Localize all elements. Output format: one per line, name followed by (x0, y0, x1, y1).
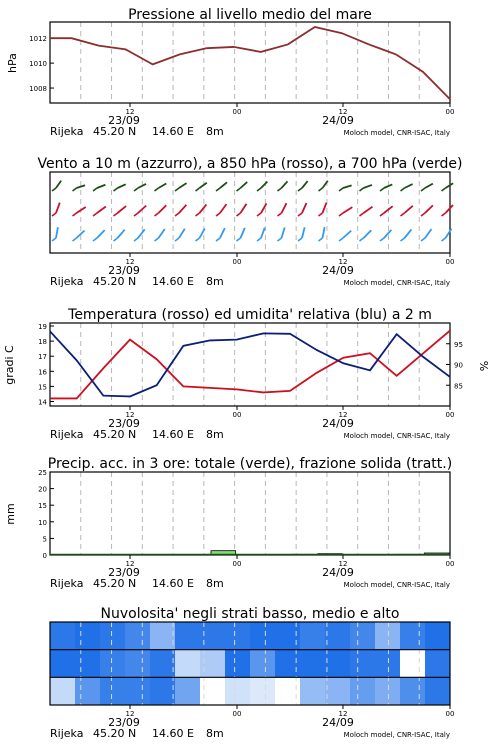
chart-title: Precip. acc. in 3 ore: totale (verde), frazione solida (tratt.) (47, 456, 453, 472)
temperature-chart (50, 323, 450, 406)
y2-tick-label: 90 (454, 361, 463, 370)
wind-barb-flag (278, 238, 282, 241)
wind-barb (261, 182, 267, 188)
wind-barb-flag (134, 238, 138, 241)
wind-barb (159, 205, 167, 213)
model-credit: Moloch model, CNR-ISAC, Italy (343, 279, 450, 287)
cloud-cell (300, 650, 326, 678)
cloud-cell (300, 677, 326, 705)
wind-barb-flag (73, 213, 77, 216)
station-name: Rijeka (50, 577, 84, 590)
station-lat: 45.20 N (93, 125, 137, 138)
wind-barb-flag (73, 188, 77, 191)
y-tick-label: 1012 (29, 35, 47, 44)
temperature-line (50, 331, 450, 399)
y2-tick-label: 95 (454, 340, 463, 349)
wind-barb-flag (298, 213, 302, 216)
wind-barb (446, 183, 454, 188)
cloud-cell (75, 650, 101, 678)
x-tick-label: 00 (232, 108, 242, 116)
cloud-cell (275, 677, 301, 705)
wind-barb (97, 230, 105, 238)
wind-barb (364, 207, 373, 213)
wind-barb (220, 182, 227, 188)
wind-barb (118, 206, 127, 213)
wind-barb (302, 227, 305, 238)
wind-barb (405, 229, 412, 238)
y-tick-label: 0 (42, 552, 47, 560)
cloud-cell (175, 622, 201, 650)
date-label: 23/09 (108, 566, 140, 579)
cloud-cell (325, 622, 351, 650)
y-axis-label: gradi C (3, 345, 16, 385)
plot-frame (50, 22, 450, 103)
chart-title: Vento a 10 m (azzurro), a 850 hPa (rosso), a 700 hPa (verde) (37, 156, 463, 172)
wind-barb (159, 184, 167, 189)
wind-barb-flag (319, 188, 323, 191)
cloud-cell (100, 650, 126, 678)
wind-barb (179, 205, 186, 213)
cloud-cell (50, 622, 76, 650)
wind-barb-flag (114, 188, 118, 191)
wind-barb (302, 203, 306, 213)
chart-title: Temperatura (rosso) ed umidita' relativa (blu) a 2 m (68, 307, 432, 323)
y-tick-label: 20 (38, 485, 47, 494)
cloud-cell (375, 622, 401, 650)
x-tick-label: 00 (445, 108, 455, 116)
wind-barb-flag (319, 238, 323, 241)
station-alt: 8m (206, 727, 224, 740)
cloud-heatmap (50, 622, 451, 705)
wind-barb-flag (257, 188, 261, 191)
wind-barb (179, 229, 185, 238)
cloud-cell (75, 677, 101, 705)
wind-barb (56, 227, 58, 238)
cloud-cell (150, 677, 176, 705)
wind-chart (50, 172, 450, 253)
wind-barb-flag (237, 188, 241, 191)
chart-title: Pressione al livello medio del mare (128, 7, 372, 23)
cloud-cell (175, 677, 201, 705)
wind-barb-flag (442, 238, 446, 241)
cloud-cell (125, 650, 151, 678)
x-tick-label: 00 (232, 560, 242, 568)
wind-barb-flag (360, 213, 364, 216)
cloud-cell (300, 622, 326, 650)
cloud-cell (275, 650, 301, 678)
x-tick-label: 12 (338, 108, 348, 116)
date-label: 23/09 (108, 114, 140, 127)
wind-barb-flag (421, 188, 425, 191)
date-label: 24/09 (322, 417, 354, 430)
x-tick-label: 00 (232, 258, 242, 266)
y-tick-label: 17 (38, 353, 47, 362)
station-lat: 45.20 N (93, 577, 137, 590)
y-tick-label: 16 (38, 368, 47, 377)
wind-barb-flag (380, 213, 384, 216)
y-axis-label: hPa (6, 53, 19, 73)
cloud-cell (425, 677, 451, 705)
cloud-cell (350, 622, 376, 650)
cloud-cell (425, 650, 451, 678)
cloud-cell (50, 677, 76, 705)
wind-barb (118, 230, 125, 238)
station-alt: 8m (206, 428, 224, 441)
wind-barb (364, 230, 372, 238)
y2-axis-label: % (478, 360, 491, 372)
cloud-cell (400, 677, 426, 705)
x-tick-label: 12 (125, 411, 135, 419)
wind-barb (159, 229, 165, 238)
cloud-cell (425, 622, 451, 650)
station-lon: 14.60 E (152, 727, 194, 740)
wind-barb (261, 228, 265, 238)
cloud-cell (400, 650, 426, 678)
station-lon: 14.60 E (152, 275, 194, 288)
date-label: 23/09 (108, 716, 140, 729)
station-name: Rijeka (50, 727, 84, 740)
wind-barb-flag (93, 238, 97, 241)
wind-barb (302, 181, 308, 188)
wind-barb-flag (196, 188, 200, 191)
wind-barb-flag (421, 238, 425, 241)
y-tick-label: 10 (38, 518, 47, 527)
wind-barb-flag (237, 238, 241, 241)
wind-barb (323, 227, 325, 238)
wind-barb-flag (421, 213, 425, 216)
cloud-cell (225, 677, 251, 705)
cloud-cell (250, 622, 276, 650)
pressure-chart (50, 22, 450, 103)
x-tick-label: 12 (338, 411, 348, 419)
wind-barb-flag (298, 238, 302, 241)
wind-barb-flag (134, 213, 138, 216)
wind-barb-flag (401, 238, 405, 241)
wind-barb-flag (237, 213, 241, 216)
wind-barb (282, 227, 285, 238)
y-axis-label: mm (4, 503, 17, 525)
model-credit: Moloch model, CNR-ISAC, Italy (343, 581, 450, 589)
wind-barb-flag (134, 188, 138, 191)
wind-barb-flag (114, 213, 118, 216)
station-alt: 8m (206, 275, 224, 288)
station-lat: 45.20 N (93, 428, 137, 441)
date-label: 24/09 (322, 114, 354, 127)
wind-barb (220, 204, 226, 213)
x-tick-label: 00 (445, 411, 455, 419)
cloud-cell (75, 622, 101, 650)
x-tick-label: 12 (125, 560, 135, 568)
wind-barb (405, 184, 413, 188)
precip-chart (50, 472, 450, 555)
wind-barb (282, 203, 287, 213)
wind-barb (241, 204, 247, 213)
y-tick-label: 5 (42, 535, 47, 544)
cloud-cell (375, 677, 401, 705)
y-tick-label: 1008 (29, 85, 47, 94)
y-tick-label: 25 (38, 469, 47, 477)
date-label: 24/09 (322, 716, 354, 729)
chart-title: Nuvolosita' negli strati basso, medio e alto (100, 606, 400, 622)
station-lat: 45.20 N (93, 275, 137, 288)
x-tick-label: 00 (445, 560, 455, 568)
wind-barb (364, 185, 372, 188)
wind-barb-flag (442, 188, 446, 191)
y-tick-label: 15 (38, 502, 47, 511)
wind-barb-flag (401, 213, 405, 216)
model-credit: Moloch model, CNR-ISAC, Italy (343, 432, 450, 440)
cloud-cell (100, 622, 126, 650)
station-lat: 45.20 N (93, 727, 137, 740)
wind-barb (97, 185, 105, 188)
wind-barb-flag (52, 188, 56, 191)
x-tick-label: 12 (338, 258, 348, 266)
station-lon: 14.60 E (152, 577, 194, 590)
wind-barb-flag (278, 213, 282, 216)
date-label: 24/09 (322, 566, 354, 579)
cloud-cell (325, 650, 351, 678)
wind-barb-flag (196, 213, 200, 216)
wind-barb (138, 229, 145, 238)
cloud-cell (125, 622, 151, 650)
wind-barb (97, 207, 106, 213)
x-tick-label: 00 (232, 411, 242, 419)
x-tick-label: 12 (125, 258, 135, 266)
plot-frame (50, 172, 450, 253)
station-lon: 14.60 E (152, 125, 194, 138)
cloud-cell (225, 650, 251, 678)
date-label: 23/09 (108, 264, 140, 277)
wind-barb-flag (339, 213, 343, 216)
wind-barb (343, 207, 352, 213)
wind-barb (343, 185, 352, 188)
wind-barb-flag (278, 188, 282, 191)
cloud-cell (150, 650, 176, 678)
wind-barb-flag (155, 188, 159, 191)
wind-barb-flag (175, 213, 179, 216)
pressure-line (50, 27, 450, 99)
cloud-cell (175, 650, 201, 678)
model-credit: Moloch model, CNR-ISAC, Italy (343, 731, 450, 739)
wind-barb (425, 205, 433, 213)
wind-barb-flag (52, 238, 56, 241)
y-tick-label: 1010 (29, 60, 47, 69)
station-lon: 14.60 E (152, 428, 194, 441)
x-tick-label: 12 (125, 108, 135, 116)
wind-barb-flag (360, 238, 364, 241)
wind-barb (384, 230, 391, 238)
wind-barb-flag (155, 213, 159, 216)
x-tick-label: 00 (232, 710, 242, 718)
wind-barb-flag (175, 238, 179, 241)
station-name: Rijeka (50, 428, 84, 441)
humidity-line (50, 331, 450, 396)
wind-barb-flag (216, 238, 220, 241)
wind-barb-flag (175, 188, 179, 191)
wind-barb-flag (339, 238, 343, 241)
wind-barb (282, 181, 288, 188)
date-label: 23/09 (108, 417, 140, 430)
y-tick-label: 19 (38, 323, 47, 332)
x-tick-label: 12 (125, 710, 135, 718)
station-alt: 8m (206, 577, 224, 590)
wind-barb (241, 228, 245, 238)
wind-barb-flag (73, 238, 77, 241)
wind-barb-flag (380, 188, 384, 191)
station-alt: 8m (206, 125, 224, 138)
wind-barb (425, 229, 431, 238)
wind-barb (405, 206, 413, 213)
wind-barb (241, 182, 248, 188)
cloud-cell (275, 622, 301, 650)
wind-barb-flag (401, 188, 405, 191)
wind-barb-flag (216, 188, 220, 191)
wind-barb-flag (216, 213, 220, 216)
wind-barb-flag (380, 238, 384, 241)
station-name: Rijeka (50, 275, 84, 288)
wind-barb (220, 228, 225, 238)
y-tick-label: 15 (38, 383, 47, 392)
wind-barb-flag (298, 188, 302, 191)
wind-barb (200, 183, 207, 188)
wind-barb-flag (319, 213, 323, 216)
y2-tick-label: 85 (454, 382, 463, 391)
x-tick-label: 00 (445, 710, 455, 718)
wind-barbs (52, 181, 453, 241)
wind-barb-flag (196, 238, 200, 241)
wind-barb (446, 205, 454, 213)
date-label: 24/09 (322, 264, 354, 277)
cloud-cell (50, 650, 76, 678)
wind-barb-flag (155, 238, 159, 241)
cloud-cell (150, 622, 176, 650)
x-tick-label: 12 (338, 710, 348, 718)
wind-barb (343, 231, 351, 238)
station-name: Rijeka (50, 125, 84, 138)
cloud-cell (100, 677, 126, 705)
wind-barb-flag (442, 213, 446, 216)
wind-barb-flag (93, 213, 97, 216)
cloud-cell (350, 650, 376, 678)
wind-barb (118, 184, 126, 188)
wind-barb-flag (339, 188, 343, 191)
cloud-cell (250, 677, 276, 705)
x-tick-label: 12 (338, 560, 348, 568)
wind-barb-flag (114, 238, 118, 241)
wind-barb (200, 204, 207, 213)
wind-barb-flag (93, 188, 97, 191)
cloud-cell (225, 622, 251, 650)
wind-barb (56, 181, 61, 188)
plot-frame (50, 323, 450, 406)
x-tick-label: 00 (445, 258, 455, 266)
wind-barb (179, 183, 187, 188)
wind-barb-flag (257, 238, 261, 241)
cloud-cell (400, 622, 426, 650)
y-tick-label: 18 (38, 338, 47, 347)
cloud-cell (125, 677, 151, 705)
cloud-cell (200, 677, 226, 705)
cloud-cell (375, 650, 401, 678)
wind-barb (323, 203, 327, 213)
cloud-cell (250, 650, 276, 678)
wind-barb-flag (52, 213, 56, 216)
y-tick-label: 14 (38, 398, 47, 407)
wind-barb (56, 203, 60, 213)
wind-barb-flag (257, 213, 261, 216)
wind-barb-flag (360, 188, 364, 191)
cloud-cell (325, 677, 351, 705)
plot-frame (50, 472, 450, 555)
model-credit: Moloch model, CNR-ISAC, Italy (343, 129, 450, 137)
wind-barb (425, 184, 433, 188)
cloud-cell (350, 677, 376, 705)
